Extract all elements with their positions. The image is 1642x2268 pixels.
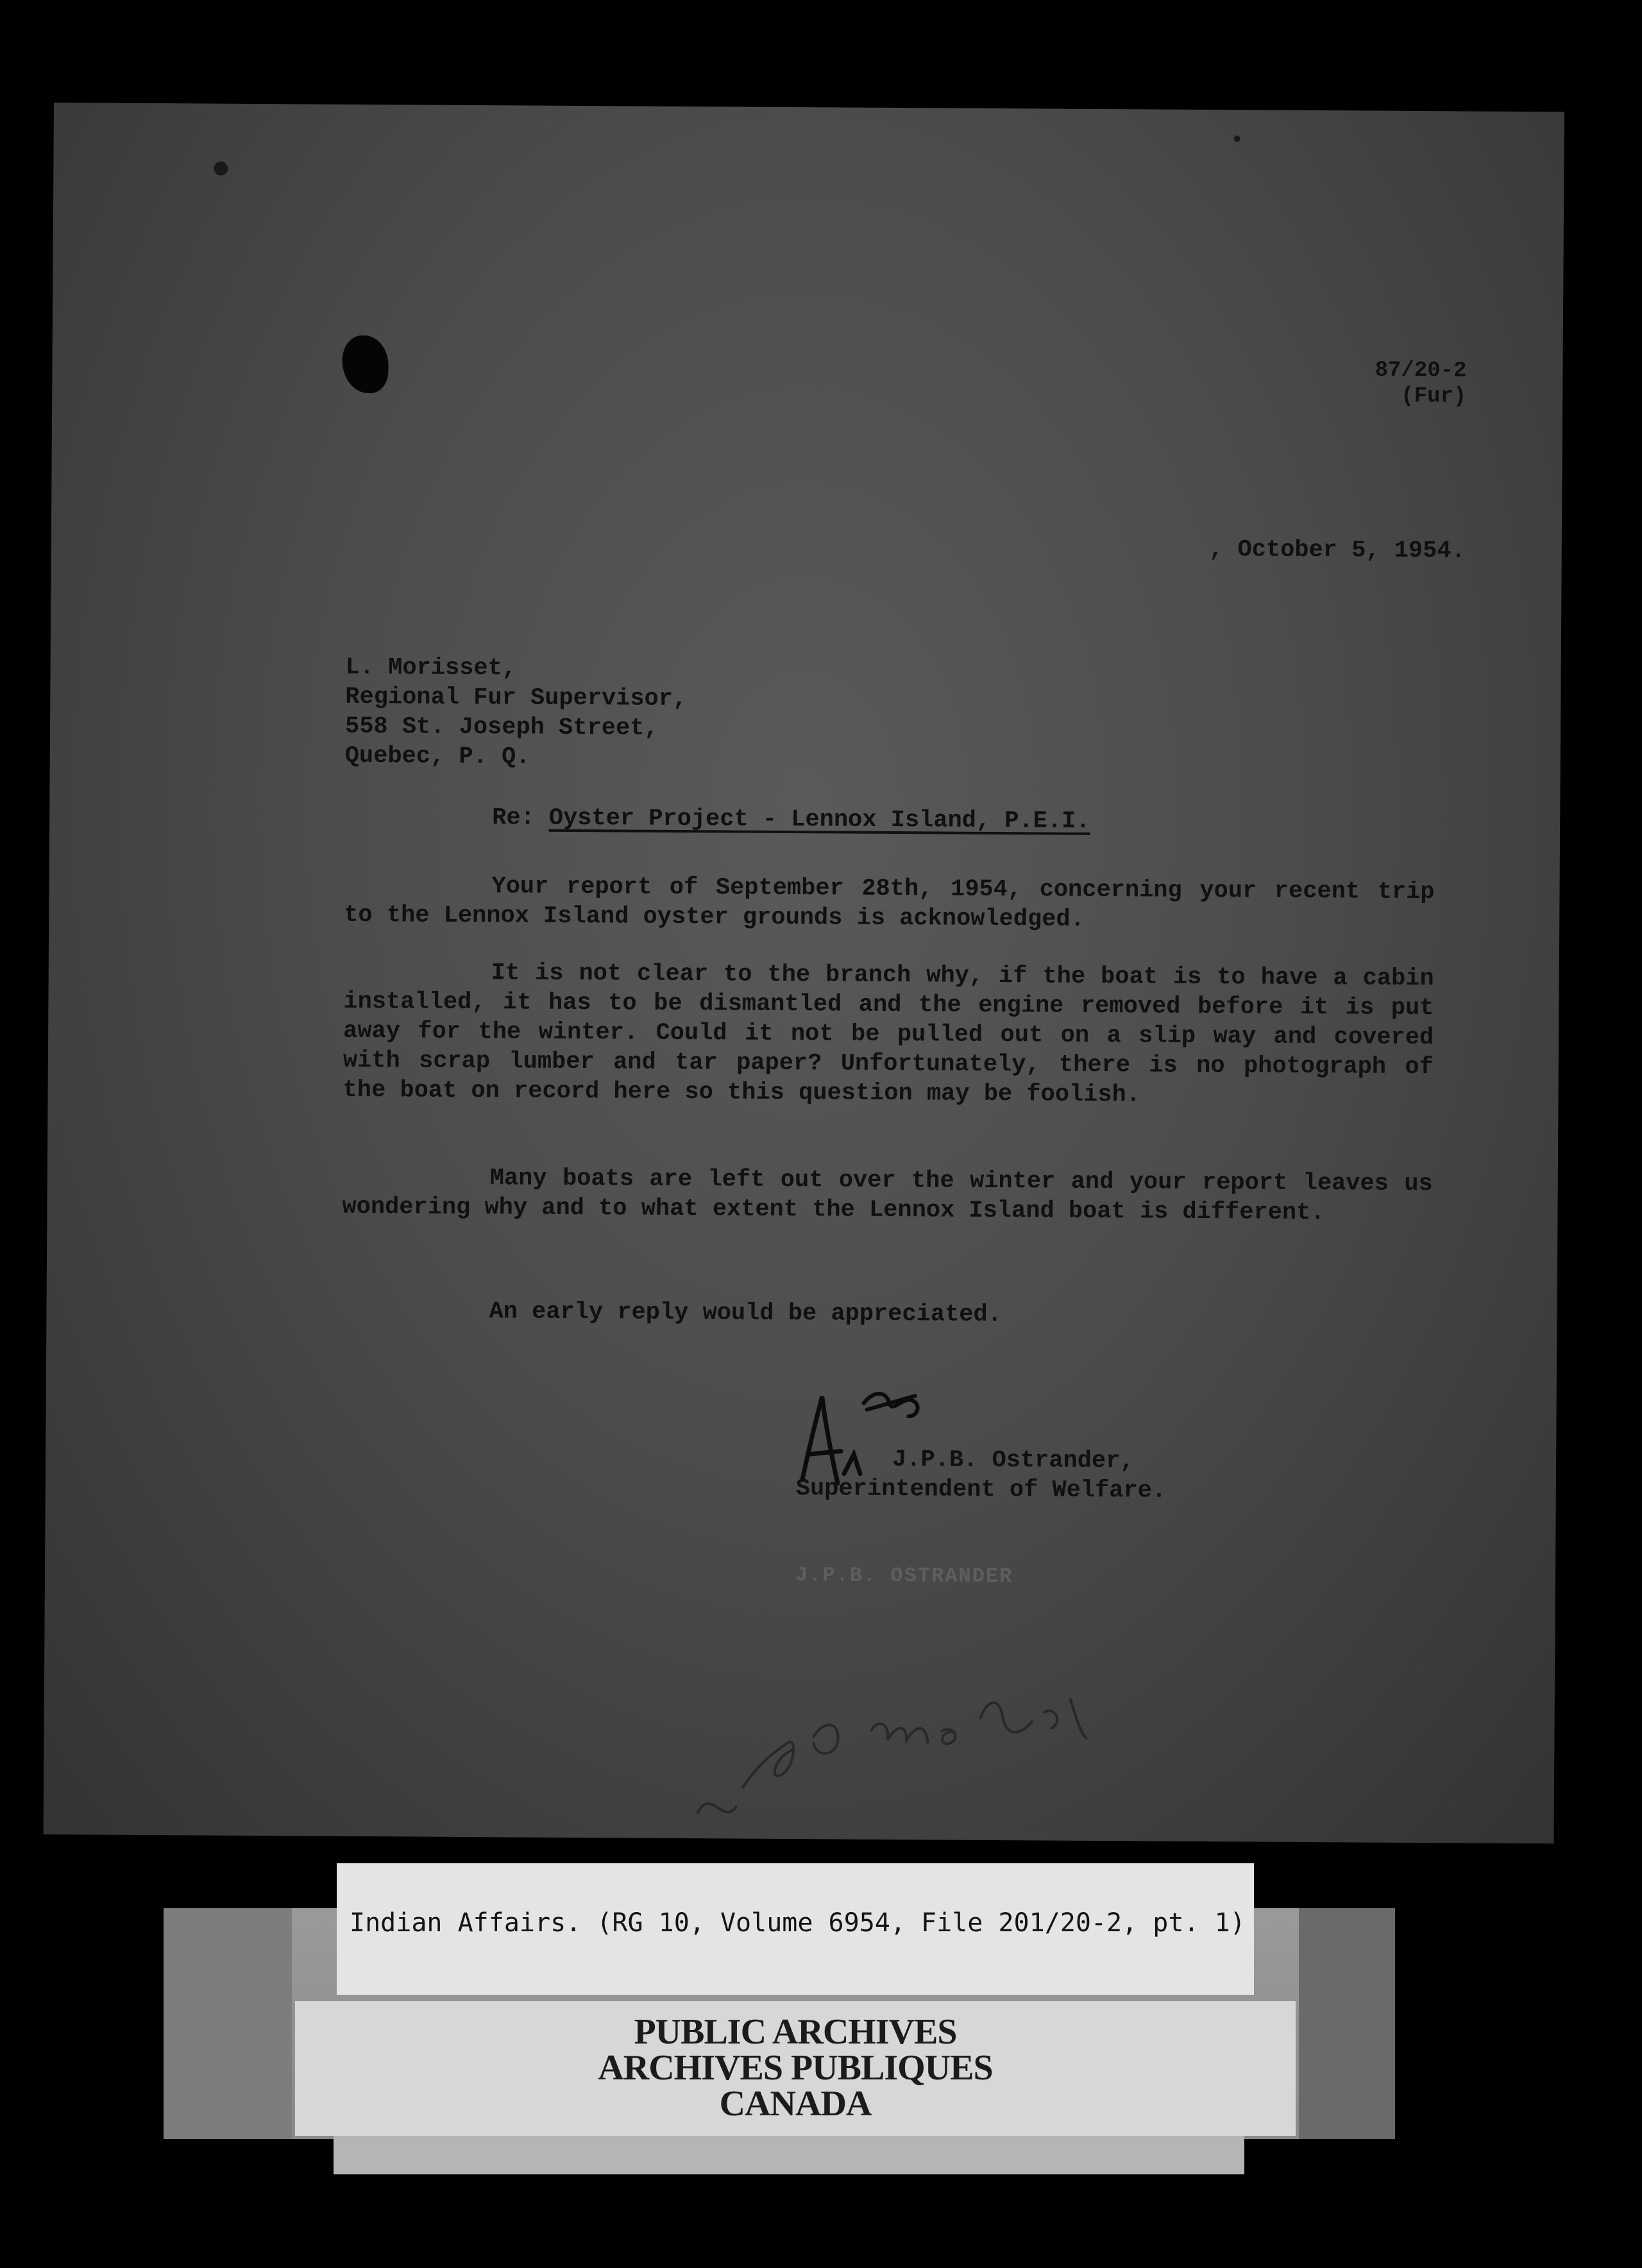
body-paragraph: Your report of September 28th, 1954, concerning your recent trip to the Lennox Island oyster grounds is acknowledged.: [344, 873, 1435, 933]
addressee-line: 558 St. Joseph Street,: [344, 713, 659, 742]
closing-line: An early reply would be appreciated.: [489, 1298, 1002, 1329]
card-edge-left: [164, 1908, 292, 2139]
punch-hole: [342, 335, 389, 393]
speck: [1234, 135, 1240, 142]
file-ref-number: 87/20-2: [1375, 358, 1467, 384]
speck: [214, 162, 228, 176]
signatory-name: J.P.B. Ostrander,: [892, 1446, 1135, 1475]
card-bottom-strip: [334, 2136, 1244, 2174]
file-ref-category: (Fur): [1401, 384, 1467, 409]
handwritten-signature: [684, 1659, 1212, 1854]
archive-reference-text: Indian Affairs. (RG 10, Volume 6954, File 201/20-2, pt. 1): [350, 1908, 1246, 1938]
addressee-line: Quebec, P. Q.: [344, 742, 530, 771]
archive-reference-label: [337, 1863, 1254, 1995]
letter-sheet: [44, 103, 1564, 1843]
body-paragraph: It is not clear to the branch why, if the boat is to have a cabin installed, it has to be dismantled and the engine removed before it is put away for the winter. Could it not be pulled out on a slip way and covered with scrap lumber and tar paper? Unfortunately, there is no photograph of the boat on record here so this question may be foolish.: [343, 960, 1434, 1109]
faint-name-stamp: J.P.B. OSTRANDER: [795, 1563, 1013, 1589]
subject-re: Re:: [492, 804, 535, 832]
stamp-line-country: CANADA: [719, 2084, 872, 2124]
subject-title: Oyster Project - Lennox Island, P.E.I.: [548, 804, 1090, 835]
stamp-line-english: PUBLIC ARCHIVES: [634, 2012, 957, 2052]
body-paragraph: Many boats are left out over the winter and your report leaves us wondering why and to what extent the Lennox Island boat is different.: [342, 1165, 1433, 1227]
subject-line: [492, 804, 1090, 835]
addressee-line: L. Morisset,: [345, 654, 517, 682]
file-reference: [1375, 358, 1466, 410]
signatory-title: Superintendent of Welfare.: [795, 1475, 1167, 1505]
addressee-block: [345, 653, 688, 773]
stamp-line-french: ARCHIVES PUBLIQUES: [598, 2048, 993, 2088]
archives-stamp: [295, 2001, 1296, 2136]
letter-date: , October 5, 1954.: [1208, 536, 1466, 565]
addressee-line: Regional Fur Supervisor,: [345, 683, 688, 713]
card-edge-right: [1299, 1908, 1395, 2139]
signature-block: [796, 1444, 1167, 1506]
